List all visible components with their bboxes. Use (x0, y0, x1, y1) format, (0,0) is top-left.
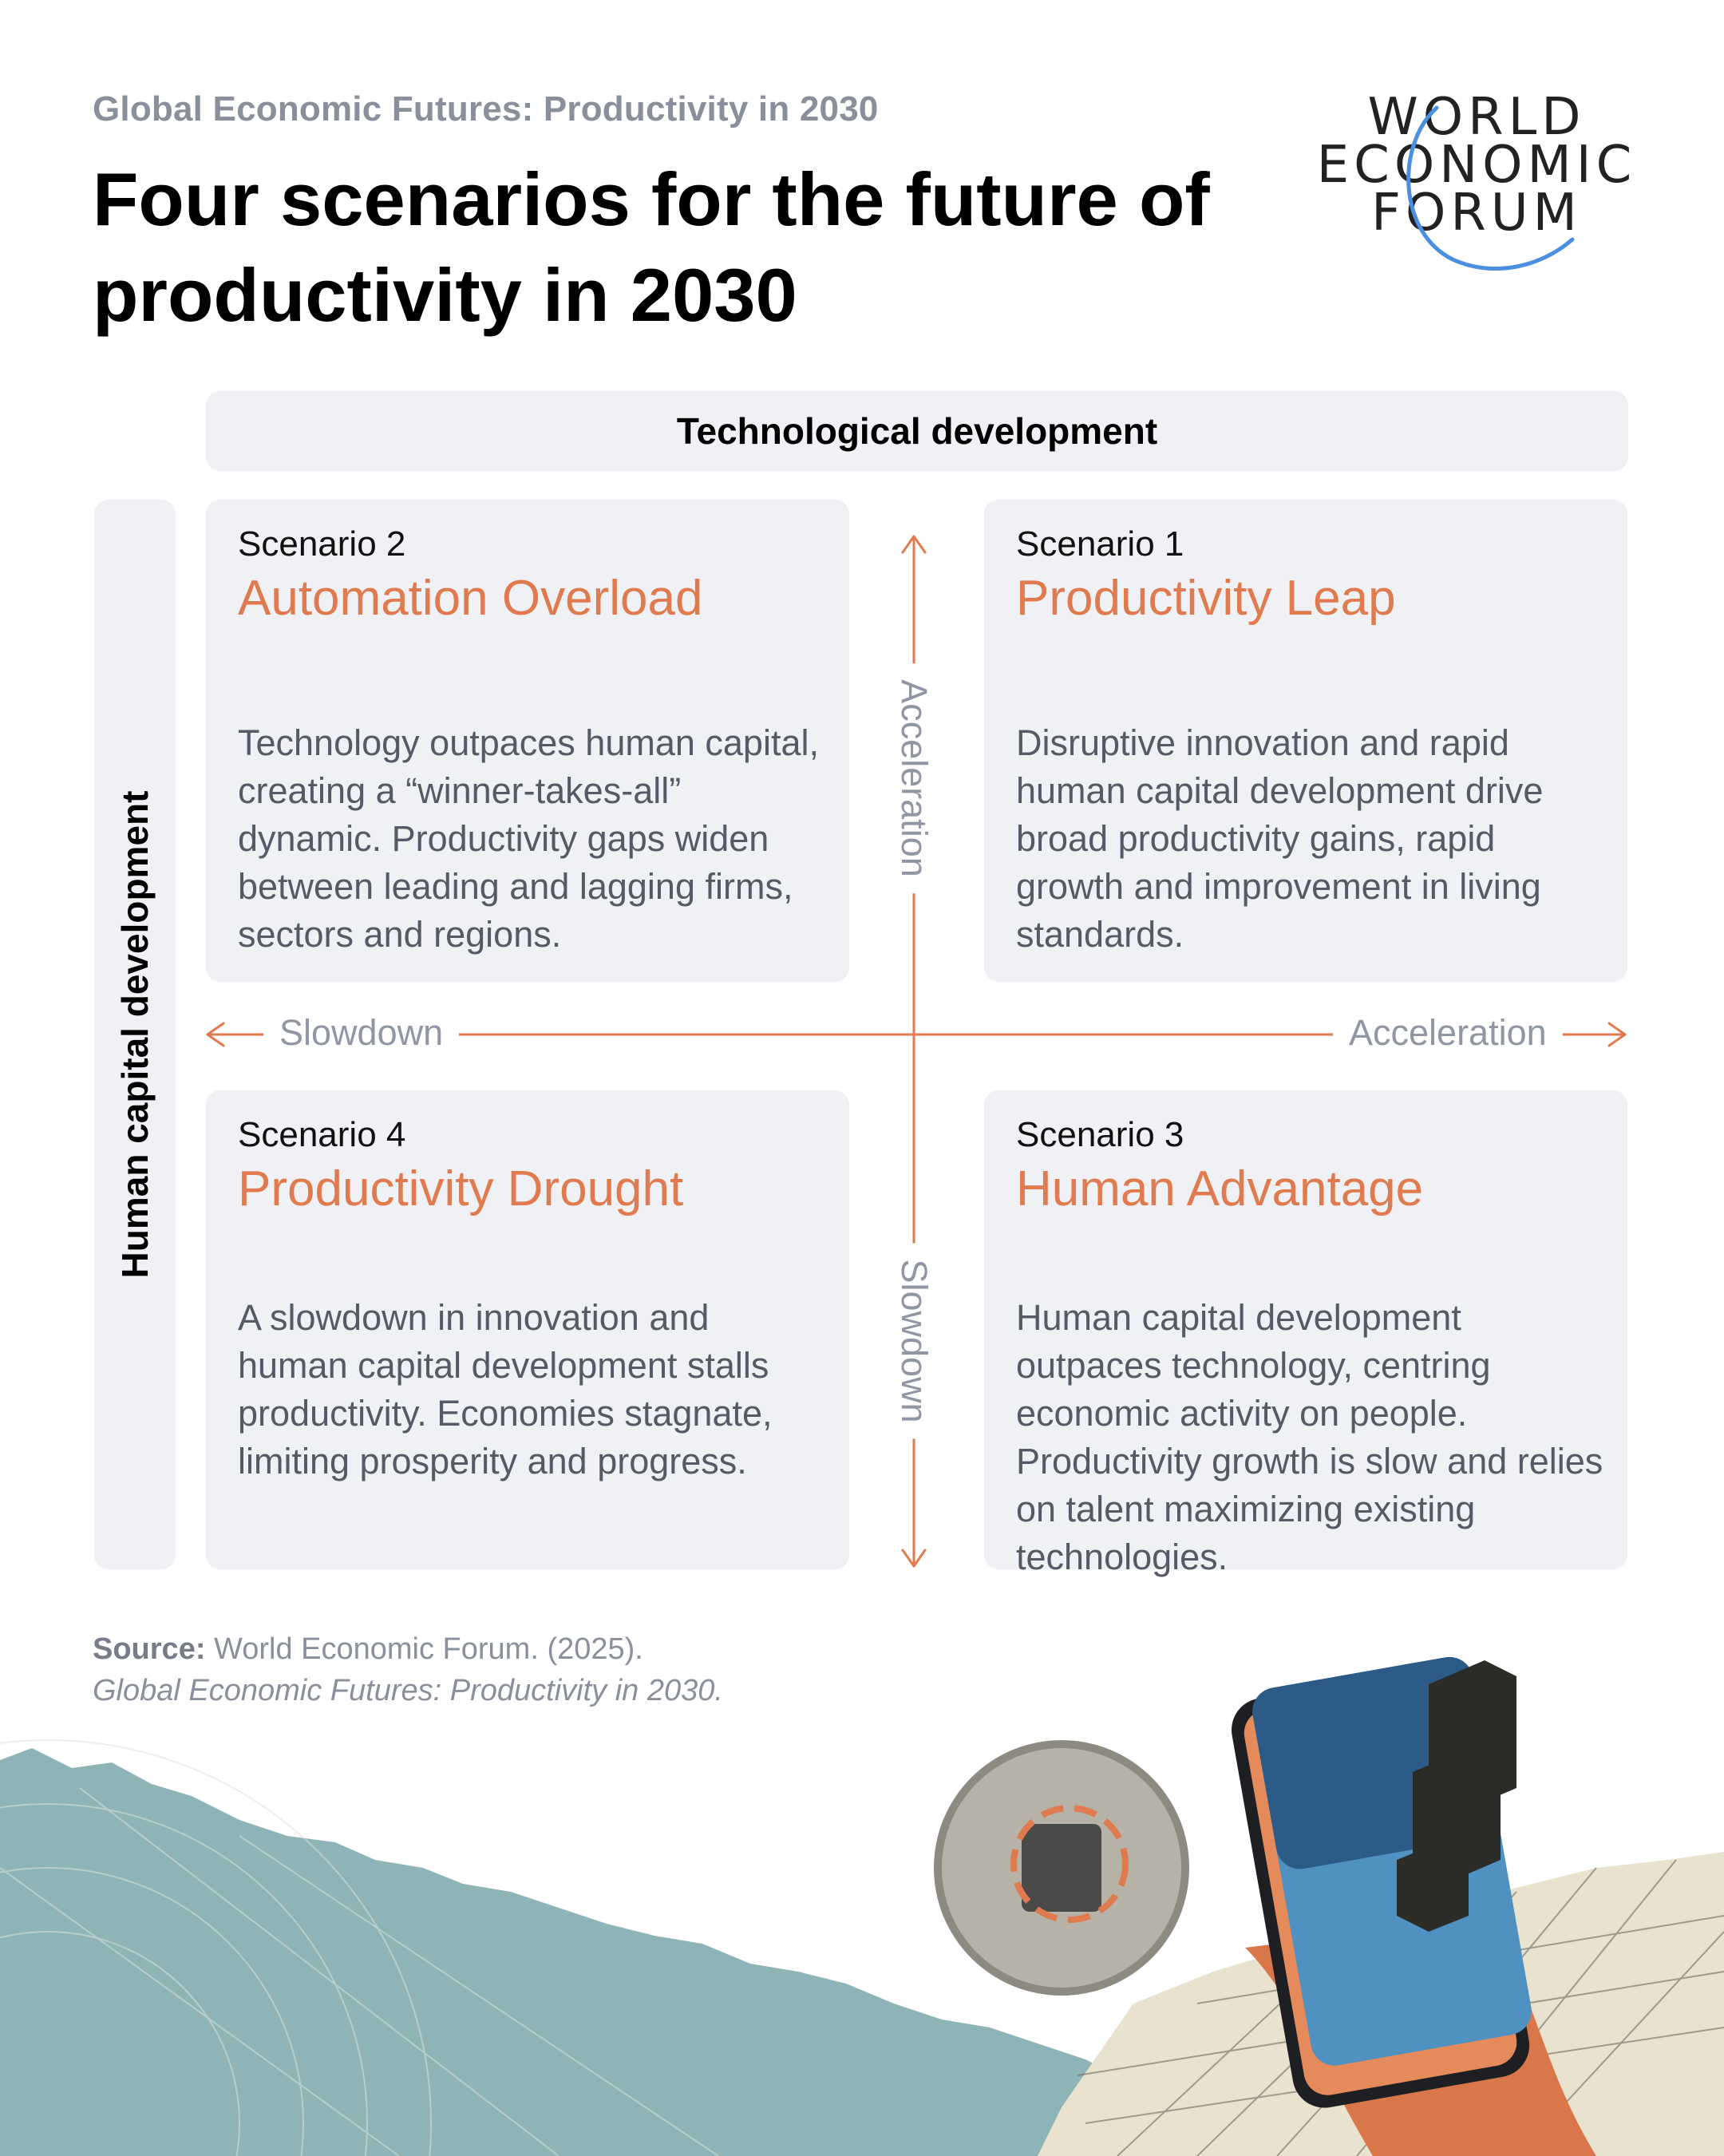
source-label: Source: (93, 1632, 206, 1666)
source-text: World Economic Forum. (2025). (205, 1632, 643, 1666)
source-publication: Global Economic Futures: Productivity in 2030. (93, 1674, 723, 1707)
horizontal-slowdown-label: Slowdown (263, 1012, 459, 1054)
technological-development-label: Technological development (676, 410, 1158, 452)
page-title: Four scenarios for the future of productivity in 2030 (93, 157, 1210, 337)
scenario-title: Productivity Leap (1016, 571, 1396, 626)
scenario-3-card (984, 1090, 1627, 1577)
vertical-slowdown-label: Slowdown (893, 1243, 935, 1438)
scenario-2-card (206, 500, 849, 982)
logo-line-world: WORLD (1367, 88, 1586, 147)
horizontal-acceleration-label: Acceleration (1333, 1012, 1563, 1054)
vertical-acceleration-label: Acceleration (893, 663, 935, 893)
scenario-number: Scenario 3 (1016, 1115, 1184, 1154)
human-capital-development-label: Human capital development (114, 790, 156, 1279)
source-citation (93, 1628, 723, 1711)
scenario-number: Scenario 1 (1016, 524, 1184, 564)
logo-line-forum: FORUM (1371, 184, 1582, 243)
scenario-title: Human Advantage (1016, 1161, 1424, 1216)
scenario-description: A slowdown in innovation and human capital development stalls productivity. Economies stagnate, limiting prosperity and progress. (238, 1297, 773, 1482)
report-subtitle: Global Economic Futures: Productivity in 2030 (93, 89, 879, 129)
scenario-title: Productivity Drought (238, 1161, 684, 1216)
scenario-4-card (206, 1090, 849, 1569)
scenario-description: Technology outpaces human capital, creating a “winner-takes-all” dynamic. Productivity gaps widen between leading and lagging firms, sectors and regions. (238, 722, 819, 955)
scenario-description: Disruptive innovation and rapid human capital development drive broad productivity gains, rapid growth and improvement in living standards. (1016, 722, 1544, 955)
scenario-number: Scenario 4 (238, 1115, 406, 1154)
scenario-1-card (984, 500, 1627, 982)
logo-line-economic: ECONOMIC (1316, 136, 1637, 195)
scenario-number: Scenario 2 (238, 524, 406, 564)
scenario-description: Human capital development outpaces technology, centring economic activity on people. Productivity growth is slow and relies on talent maximizing existing technologies. (1016, 1297, 1603, 1577)
scenario-title: Automation Overload (238, 571, 703, 626)
